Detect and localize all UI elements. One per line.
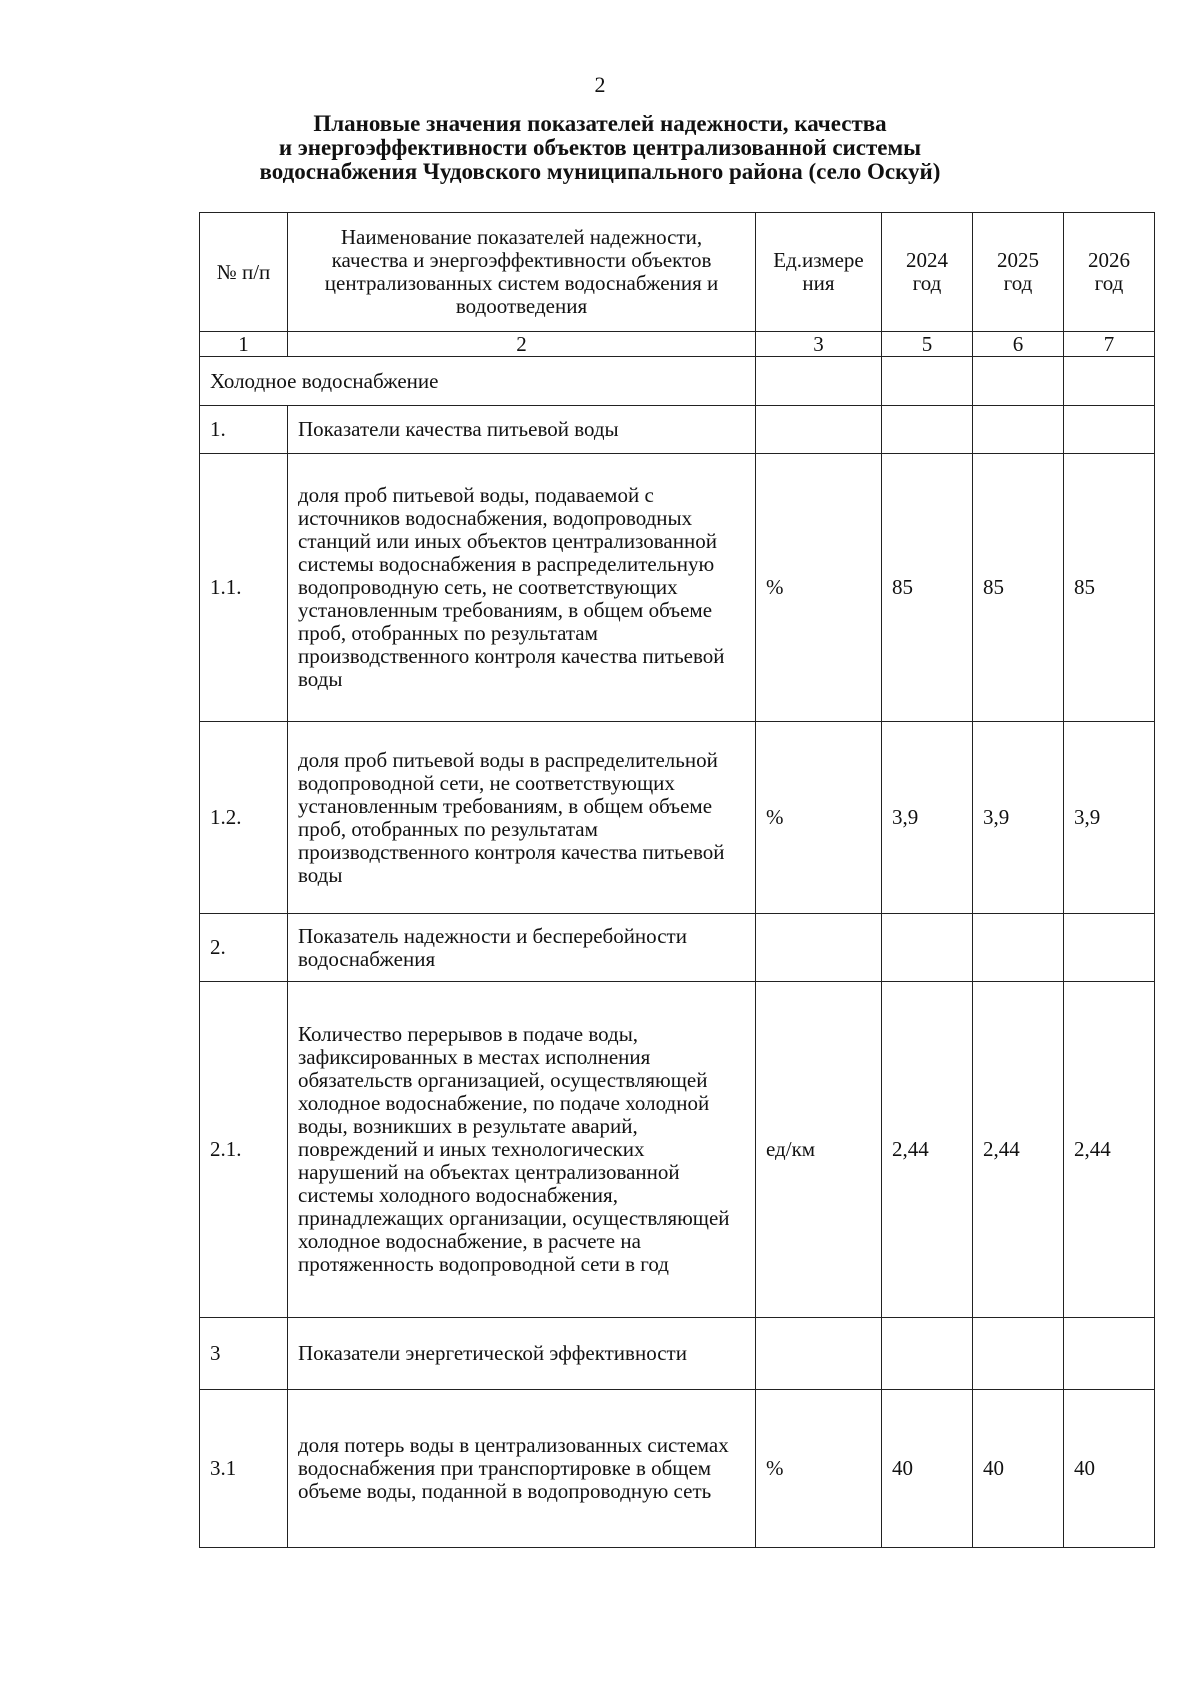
row-unit <box>756 406 882 454</box>
row-num: 2. <box>200 914 288 982</box>
row-num: 3 <box>200 1318 288 1390</box>
column-number: 3 <box>756 332 882 357</box>
column-numbers-row <box>200 332 1155 357</box>
header-num: № п/п <box>200 213 288 332</box>
row-value-2026 <box>1064 914 1155 982</box>
empty-cell <box>882 357 973 406</box>
row-value-2024 <box>882 914 973 982</box>
row-name: доля проб питьевой воды в распределительной водопроводной сети, не соответствующих установленным требованиям, в общем объеме проб, отобранных по результатам производственного контроля качества питьевой воды <box>288 722 756 914</box>
indicators-table <box>199 212 1155 1548</box>
table-row <box>200 1390 1155 1548</box>
row-value-2024: 40 <box>882 1390 973 1548</box>
row-value-2024 <box>882 1318 973 1390</box>
row-name: доля проб питьевой воды, подаваемой с источников водоснабжения, водопроводных станций или иных объектов централизованной системы водоснабжения в распределительную водопроводную сеть, не соответствующих установленным требованиям, в общем объеме проб, отобранных по результатам производственного контроля качества питьевой воды <box>288 454 756 722</box>
row-name: Количество перерывов в подаче воды, зафиксированных в местах исполнения обязательств организацией, осуществляющей холодное водоснабжение, по подаче холодной воды, возникших в результате аварий, повреждений и иных технологических нарушений на объектах централизованной системы холодного водоснабжения, принадлежащих организации, осуществляющей холодное водоснабжение, в расчете на протяженность водопроводной сети в год <box>288 982 756 1318</box>
empty-cell <box>756 357 882 406</box>
row-num: 2.1. <box>200 982 288 1318</box>
title-line-3: водоснабжения Чудовского муниципального района (село Оскуй) <box>259 159 941 184</box>
empty-cell <box>1064 357 1155 406</box>
header-unit: Ед.измере ния <box>756 213 882 332</box>
row-value-2024: 3,9 <box>882 722 973 914</box>
section-row <box>200 357 1155 406</box>
row-num: 1. <box>200 406 288 454</box>
table-row <box>200 406 1155 454</box>
row-value-2025: 85 <box>973 454 1064 722</box>
row-unit: % <box>756 722 882 914</box>
empty-cell <box>973 357 1064 406</box>
row-num: 1.1. <box>200 454 288 722</box>
header-2025: 2025 год <box>973 213 1064 332</box>
row-unit: ед/км <box>756 982 882 1318</box>
row-name: доля потерь воды в централизованных системах водоснабжения при транспортировке в общем объеме воды, поданной в водопроводную сеть <box>288 1390 756 1548</box>
row-value-2026: 3,9 <box>1064 722 1155 914</box>
section-title: Холодное водоснабжение <box>200 357 756 406</box>
row-value-2024: 85 <box>882 454 973 722</box>
column-number: 7 <box>1064 332 1155 357</box>
row-value-2025: 2,44 <box>973 982 1064 1318</box>
row-unit: % <box>756 454 882 722</box>
row-unit <box>756 1318 882 1390</box>
table-row <box>200 1318 1155 1390</box>
row-value-2026: 2,44 <box>1064 982 1155 1318</box>
page-number: 2 <box>594 72 606 97</box>
row-value-2026 <box>1064 406 1155 454</box>
header-name: Наименование показателей надежности, качества и энергоэффективности объектов централизованных систем водоснабжения и водоотведения <box>288 213 756 332</box>
row-value-2025: 40 <box>973 1390 1064 1548</box>
column-number: 1 <box>200 332 288 357</box>
table-header-row <box>200 213 1155 332</box>
row-unit <box>756 914 882 982</box>
column-number: 6 <box>973 332 1064 357</box>
row-value-2026 <box>1064 1318 1155 1390</box>
column-number: 5 <box>882 332 973 357</box>
row-name: Показатели качества питьевой воды <box>288 406 756 454</box>
row-value-2025 <box>973 1318 1064 1390</box>
title-line-2: и энергоэффективности объектов централизованной системы <box>278 135 922 160</box>
header-2024: 2024 год <box>882 213 973 332</box>
column-number: 2 <box>288 332 756 357</box>
row-value-2025 <box>973 914 1064 982</box>
row-num: 3.1 <box>200 1390 288 1548</box>
row-num: 1.2. <box>200 722 288 914</box>
row-value-2024: 2,44 <box>882 982 973 1318</box>
row-name: Показатели энергетической эффективности <box>288 1318 756 1390</box>
table-row <box>200 722 1155 914</box>
title-line-1: Плановые значения показателей надежности, качества <box>313 111 887 136</box>
header-2026: 2026 год <box>1064 213 1155 332</box>
table-row <box>200 454 1155 722</box>
row-value-2025 <box>973 406 1064 454</box>
table-row <box>200 914 1155 982</box>
row-value-2026: 40 <box>1064 1390 1155 1548</box>
row-name: Показатель надежности и бесперебойности водоснабжения <box>288 914 756 982</box>
document-title <box>0 112 1200 184</box>
table-row <box>200 982 1155 1318</box>
row-value-2024 <box>882 406 973 454</box>
row-unit: % <box>756 1390 882 1548</box>
row-value-2025: 3,9 <box>973 722 1064 914</box>
row-value-2026: 85 <box>1064 454 1155 722</box>
